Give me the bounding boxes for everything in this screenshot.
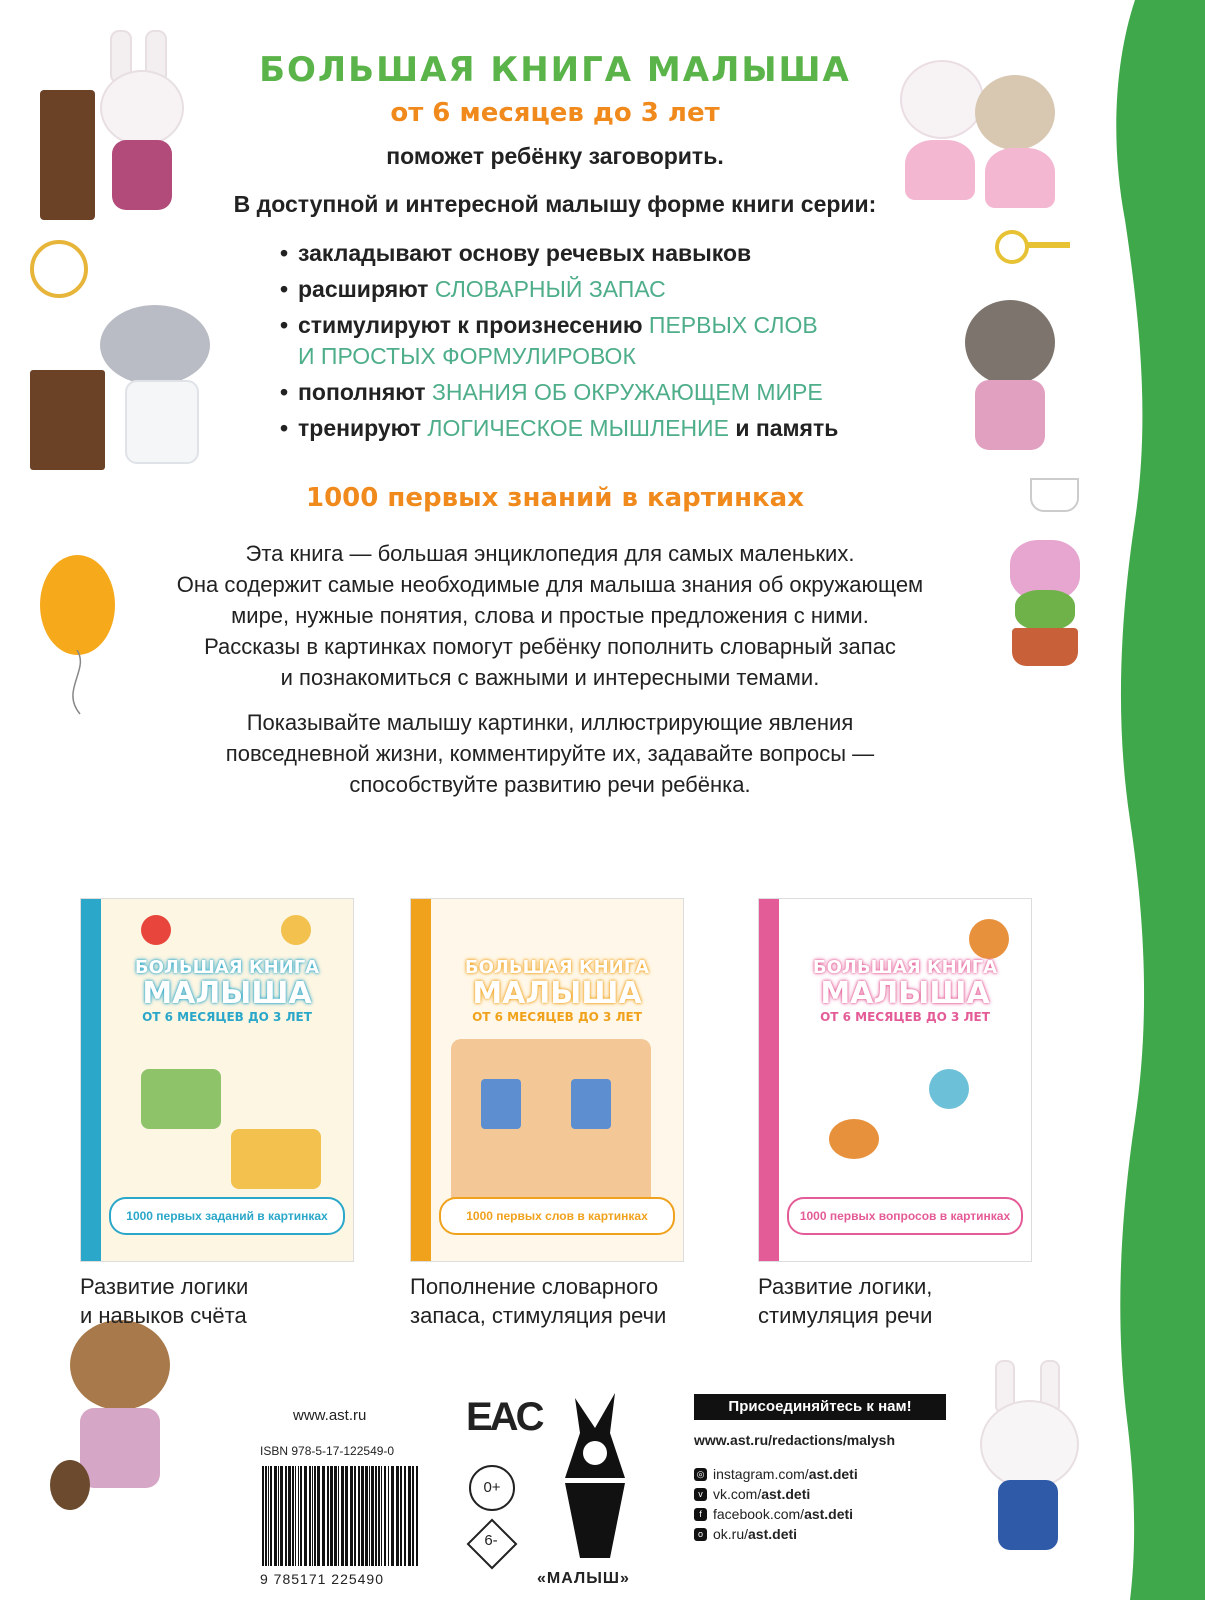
key-icon (995, 230, 1075, 260)
social-link-instagram[interactable]: ◎ instagram.com/ast.deti (694, 1466, 858, 1482)
benefit-highlight: СЛОВАРНЫЙ ЗАПАС (434, 276, 666, 302)
raccoon-illustration (935, 300, 1105, 460)
description-paragraph-2: Показывайте малышу картинки, иллюстрирующие явления повседневной жизни, комментируйте их, задавайте вопросы — способствуйте развитию речи ребёнка. (225, 710, 875, 797)
book-ribbon: 1000 первых слов в картинках (439, 1197, 675, 1235)
book-caption-tasks: Развитие логики и навыков счёта (80, 1274, 249, 1328)
age-diamond-label: 6- (484, 1532, 498, 1549)
book-spine (759, 899, 779, 1261)
benefit-item: • тренируют ЛОГИЧЕСКОЕ МЫШЛЕНИЕ и память (280, 413, 838, 444)
instagram-icon: ◎ (694, 1468, 707, 1481)
vk-icon: v (694, 1488, 707, 1501)
description-paragraph-1: Эта книга — большая энциклопедия для самых маленьких. Она содержит самые необходимые для малыша знания об окружающем мире, нужные понятия, слова и простые предложения с ними. Рассказы в картинках помогут ребёнку пополнить словарный запас и познакомиться с важными и интересными темами. (176, 541, 924, 690)
book-ribbon: 1000 первых заданий в картинках (109, 1197, 345, 1235)
beaver-illustration (50, 1320, 200, 1520)
social-link-facebook[interactable]: f facebook.com/ast.deti (694, 1506, 853, 1522)
book-subtitle: от 6 месяцев до 3 лет (390, 98, 720, 128)
isbn-text: ISBN 978-5-17-122549-0 (260, 1444, 395, 1458)
book-cover-questions (758, 898, 1032, 1262)
intro-line-2: В доступной и интересной малышу форме книги серии: (233, 191, 877, 217)
bunny-illustration-bottom-right (980, 1360, 1090, 1560)
benefit-item: • стимулируют к произнесению ПЕРВЫХ СЛОВ И ПРОСТЫХ ФОРМУЛИРОВОК (280, 310, 838, 372)
green-wave-border (1105, 0, 1205, 1600)
elephant-scientist-illustration (30, 295, 230, 470)
book-caption-questions: Развитие логики, стимуляция речи (758, 1274, 933, 1328)
benefit-highlight: ПЕРВЫХ СЛОВ (648, 312, 818, 338)
book-cover-title: БОЛЬШАЯ КНИГА МАЛЫША ОТ 6 МЕСЯЦЕВ ДО 3 ЛЕТ (464, 957, 650, 1024)
eac-mark-icon: EAC (466, 1395, 542, 1439)
benefit-item: • пополняют ЗНАНИЯ ОБ ОКРУЖАЮЩЕМ МИРЕ (280, 377, 838, 408)
barcode-number: 9 785171 225490 (260, 1571, 384, 1587)
facebook-icon: f (694, 1508, 707, 1521)
publisher-url[interactable]: www.ast.ru/redactions/malysh (694, 1432, 895, 1448)
barcode-image (260, 1466, 420, 1566)
benefit-highlight-continued: И ПРОСТЫХ ФОРМУЛИРОВОК (298, 343, 636, 369)
stopwatch-icon (30, 240, 88, 298)
book-cover-words (410, 898, 684, 1262)
benefit-highlight: ЛОГИЧЕСКОЕ МЫШЛЕНИЕ (427, 415, 729, 441)
book-title: БОЛЬШАЯ КНИГА МАЛЫША (259, 50, 851, 90)
website-link[interactable]: www.ast.ru (293, 1407, 367, 1424)
book-cover-title: БОЛЬШАЯ КНИГА МАЛЫША ОТ 6 МЕСЯЦЕВ ДО 3 ЛЕТ (812, 957, 998, 1024)
benefit-highlight: ЗНАНИЯ ОБ ОКРУЖАЮЩЕМ МИРЕ (431, 379, 823, 405)
publisher-brand: «МАЛЫШ» (537, 1570, 630, 1587)
flower-pot-illustration (1000, 540, 1090, 670)
publisher-logo-icon (555, 1388, 635, 1563)
book-cover-tasks (80, 898, 354, 1262)
section-title: 1000 первых знаний в картинках (306, 483, 804, 513)
join-us-banner: Присоединяйтесь к нам! (694, 1394, 946, 1420)
age-rating-badge: 0+ (469, 1465, 515, 1511)
book-cover-title: БОЛЬШАЯ КНИГА МАЛЫША ОТ 6 МЕСЯЦЕВ ДО 3 ЛЕТ (134, 957, 320, 1024)
benefit-item: • закладывают основу речевых навыков (280, 238, 838, 269)
book-spine (411, 899, 431, 1261)
social-link-ok[interactable]: o ok.ru/ast.deti (694, 1526, 797, 1542)
book-caption-words: Пополнение словарного запаса, стимуляция речи (410, 1274, 667, 1328)
benefit-item: • расширяют СЛОВАРНЫЙ ЗАПАС (280, 274, 838, 305)
intro-line-1: поможет ребёнку заговорить. (386, 143, 724, 169)
ok-icon: o (694, 1528, 707, 1541)
benefits-list (280, 238, 838, 449)
social-link-vk[interactable]: v vk.com/ast.deti (694, 1486, 810, 1502)
book-ribbon: 1000 первых вопросов в картинках (787, 1197, 1023, 1235)
book-spine (81, 899, 101, 1261)
